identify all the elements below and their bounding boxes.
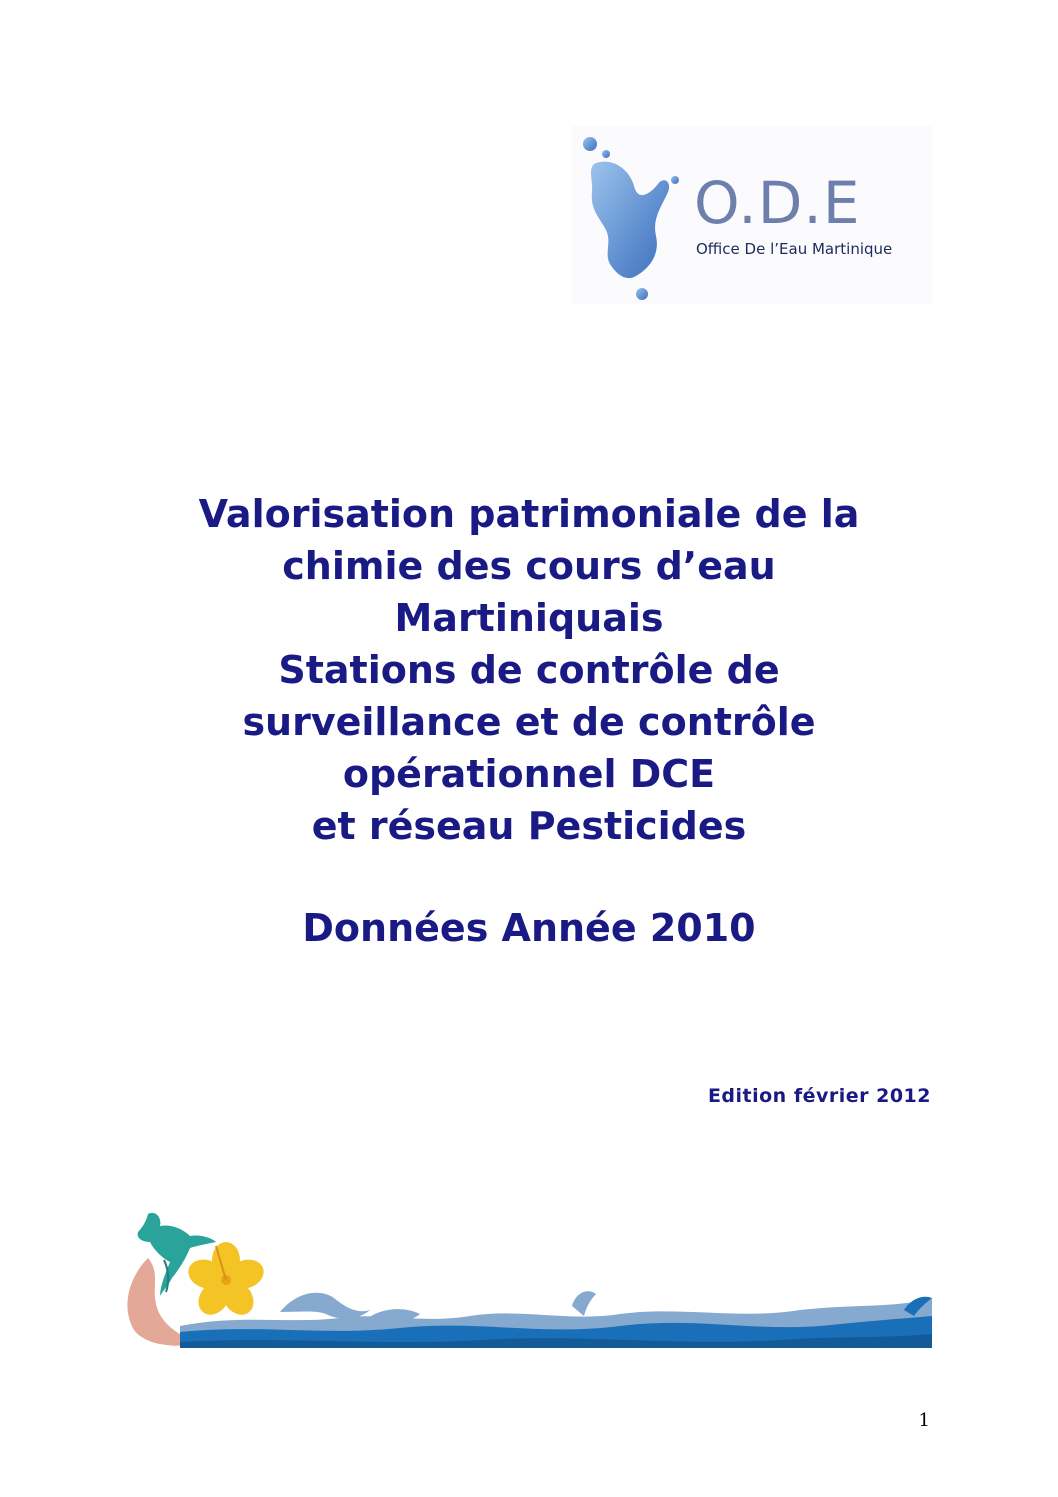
logo-acronym: O.D.E xyxy=(694,169,861,237)
hibiscus-icon xyxy=(185,1242,268,1321)
title-line: opérationnel DCE xyxy=(342,752,716,796)
title-line: Stations de contrôle de xyxy=(278,648,780,692)
title-line: et réseau Pesticides xyxy=(311,804,747,848)
logo-full-name: Office De l’Eau Martinique xyxy=(696,240,893,258)
document-subtitle: Données Année 2010 xyxy=(302,906,756,950)
title-line: Martiniquais xyxy=(394,596,664,640)
title-line: surveillance et de contrôle xyxy=(242,700,816,744)
edition-date: Edition février 2012 xyxy=(707,1085,931,1107)
dolphin-icon xyxy=(280,1293,370,1319)
title-line: chimie des cours d’eau xyxy=(282,544,776,588)
dolphin-icon xyxy=(572,1291,596,1316)
footer-banner xyxy=(120,1206,932,1348)
ode-logo xyxy=(572,126,932,304)
page-number: 1 xyxy=(918,1410,930,1431)
document-title xyxy=(60,488,998,852)
title-line: Valorisation patrimoniale de la xyxy=(198,492,860,536)
